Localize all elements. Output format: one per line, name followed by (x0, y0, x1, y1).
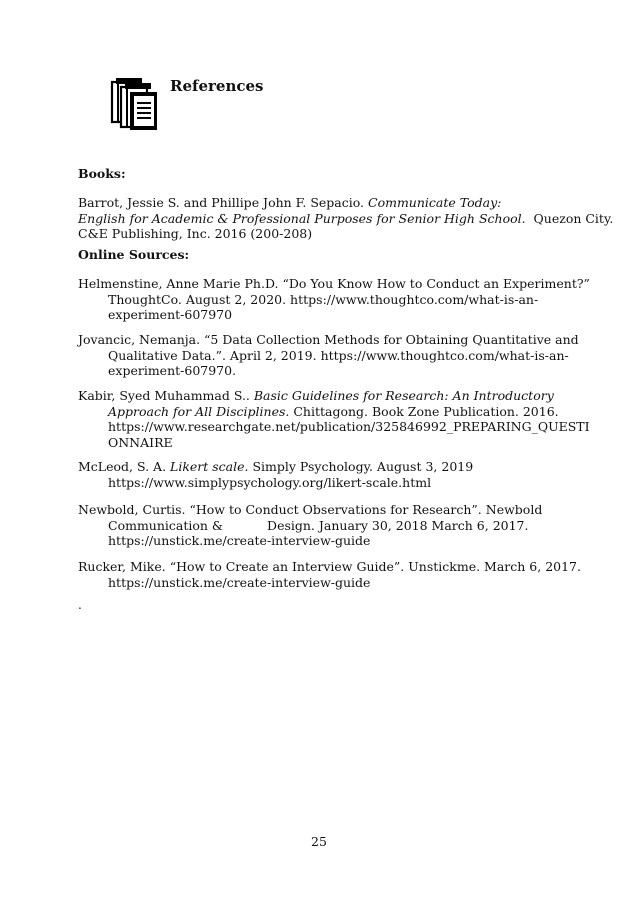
ref-text: Chittagong. Book Zone Publication. 2016. (289, 403, 559, 419)
reference-entry-jovancic (78, 332, 579, 379)
ref-text: Barrot, Jessie S. and Phillipe John F. Sepacio. (78, 195, 369, 210)
ref-title: Approach for All Disciplines. (108, 403, 290, 419)
page-number: 25 (311, 834, 327, 849)
ref-url: https://www.researchgate.net/publication/325846992_PREPARING_QUESTI (108, 419, 590, 434)
reference-entry-newbold (78, 502, 558, 549)
ref-text: McLeod, S. A. (78, 459, 171, 474)
ref-text: Simply Psychology. August 3, 2019 (248, 459, 474, 474)
ref-url: https://unstick.me/create-interview-guide (108, 574, 371, 590)
ref-text: Helmenstine, Anne Marie Ph.D. “Do You Know How to Conduct an Experiment?” (78, 276, 590, 291)
books-label: Books: (78, 166, 126, 181)
reference-entry-mcleod (78, 459, 558, 490)
ref-title: Communicate Today: (368, 195, 502, 210)
reference-entry-rucker (78, 559, 581, 590)
online-sources-label: Online Sources: (78, 247, 190, 262)
ref-text: Newbold, Curtis. “How to Conduct Observations for Research”. Newbold (78, 502, 543, 517)
reference-entry-helmenstine (78, 276, 590, 323)
ref-text: Quezon City. (525, 210, 614, 226)
ref-url: https://unstick.me/create-interview-guide (108, 533, 371, 548)
books-icon (110, 76, 160, 132)
ref-url: Qualitative Data.”. April 2, 2019. https://www.thoughtco.com/what-is-an- (108, 347, 569, 363)
ref-url: ThoughtCo. August 2, 2020. https://www.thoughtco.com/what-is-an- (108, 291, 539, 307)
ref-url: ONNAIRE (108, 434, 173, 450)
reference-entry-barrot (78, 195, 614, 242)
ref-url: experiment-607970. (108, 363, 237, 378)
ref-text: Kabir, Syed Muhammad S.. (78, 388, 254, 403)
ref-title: English for Academic & Professional Purposes for Senior High School. (78, 210, 526, 226)
reference-entry-kabir (78, 388, 590, 450)
ref-text: Design. January 30, 2018 March 6, 2017. (267, 517, 529, 533)
ref-url: experiment-607970 (108, 307, 233, 322)
ref-text: Jovancic, Nemanja. “5 Data Collection Methods for Obtaining Quantitative and (78, 332, 579, 347)
ref-text: Communication & (108, 517, 224, 533)
page-title: References (170, 77, 264, 95)
stray-dot: . (78, 598, 82, 612)
ref-title: Basic Guidelines for Research: An Introductory (253, 388, 554, 403)
ref-text: C&E Publishing, Inc. 2016 (200-208) (78, 226, 313, 241)
ref-url: https://www.simplypsychology.org/likert-scale.html (108, 474, 432, 490)
ref-text: Rucker, Mike. “How to Create an Interview Guide”. Unstickme. March 6, 2017. (78, 559, 581, 574)
ref-title: Likert scale. (170, 459, 249, 474)
